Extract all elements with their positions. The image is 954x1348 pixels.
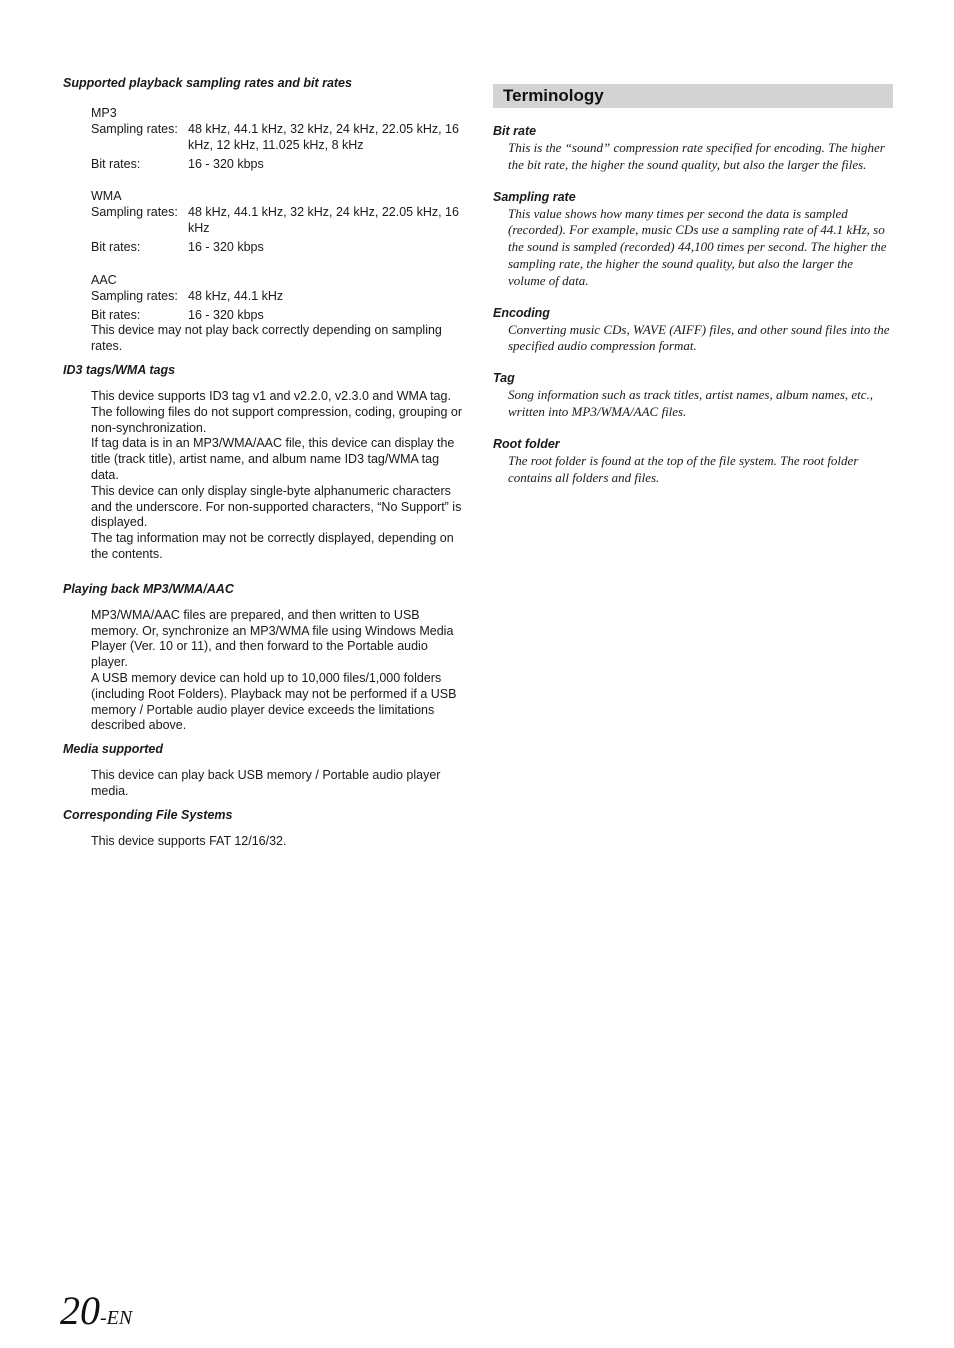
- term-bit-rate: [493, 124, 893, 174]
- bit-rate-value: 16 - 320 kbps: [188, 239, 264, 254]
- term-encoding: [493, 306, 893, 356]
- paragraph: This device supports FAT 12/16/32.: [91, 833, 287, 848]
- term-definition: This value shows how many times per second the data is sampled (recorded). For example, music CDs use a sampling rate of 44.1 kHz, so the sound is sampled (recorded) 44,100 times per second. The higher the sampling rate, the higher the sound quality, but also the larger the volume of data.: [508, 205, 887, 288]
- term-definition: This is the “sound” compression rate specified for encoding. The higher the bit rate, the higher the sound quality, but also the larger the files.: [508, 140, 885, 172]
- codec-mp3: [91, 106, 463, 172]
- id3-body: [63, 389, 463, 563]
- term-title: Encoding: [493, 305, 550, 320]
- sampling-heading: Supported playback sampling rates and bit rates: [63, 76, 352, 90]
- codec-name: WMA: [91, 189, 122, 204]
- codec-aac: [91, 273, 463, 324]
- paragraph: The tag information may not be correctly displayed, depending on the contents.: [91, 531, 454, 561]
- sampling-rate-value: 48 kHz, 44.1 kHz, 32 kHz, 24 kHz, 22.05 kHz, 16 kHz: [188, 205, 459, 236]
- media-body: [63, 768, 463, 800]
- sampling-rate-row: [91, 122, 463, 154]
- codec-wma: [91, 189, 463, 255]
- bit-rate-row: [91, 240, 463, 256]
- term-root-folder: [493, 437, 893, 487]
- playing-heading: Playing back MP3/WMA/AAC: [63, 581, 234, 596]
- bit-rate-row: [91, 308, 463, 324]
- paragraph: This device can only display single-byte alphanumeric characters and the underscore. For non-supported characters, “No Support” is displayed.: [91, 483, 462, 530]
- paragraph: This device supports ID3 tag v1 and v2.2.0, v2.3.0 and WMA tag. The following files do not support compression, coding, grouping or non-synchronization.: [91, 388, 463, 435]
- codec-name: MP3: [91, 106, 117, 120]
- term-definition: Song information such as track titles, artist names, album names, etc., written into MP3/WMA/AAC files.: [508, 387, 874, 419]
- bit-rate-label: Bit rates:: [91, 307, 141, 322]
- sampling-body: [63, 106, 463, 355]
- terminology-column: [493, 84, 893, 486]
- bit-rate-row: [91, 157, 463, 173]
- sampling-rate-row: [91, 289, 463, 305]
- codec-name: AAC: [91, 272, 117, 287]
- bit-rate-label: Bit rates:: [91, 156, 141, 171]
- paragraph: MP3/WMA/AAC files are prepared, and then written to USB memory. Or, synchronize an MP3/WMA file using Windows Media Player (Ver. 10 or 11), and then forward to the Portable audio player.: [91, 607, 454, 670]
- filesystems-heading: Corresponding File Systems: [63, 807, 233, 822]
- sampling-rate-row: [91, 205, 463, 237]
- term-definition: Converting music CDs, WAVE (AIFF) files, and other sound files into the specified audio compression format.: [508, 321, 890, 354]
- filesystems-body: [63, 834, 463, 850]
- paragraph: A USB memory device can hold up to 10,000 files/1,000 folders (including Root Folders). Playback may not be performed if a USB memory / Portable audio player device exceeds the limitations described above.: [91, 670, 457, 733]
- page-number: [60, 1288, 132, 1334]
- left-column: [63, 76, 463, 850]
- terminology-heading: Terminology: [493, 84, 893, 108]
- bit-rate-value: 16 - 320 kbps: [188, 156, 264, 171]
- sampling-note: This device may not play back correctly depending on sampling rates.: [91, 323, 442, 354]
- term-definition: The root folder is found at the top of the file system. The root folder contains all folders and files.: [508, 452, 859, 485]
- bit-rate-label: Bit rates:: [91, 239, 141, 254]
- page-number-value: 20: [60, 1288, 100, 1333]
- bit-rate-value: 16 - 320 kbps: [188, 307, 264, 322]
- sampling-rate-label: Sampling rates:: [91, 288, 178, 303]
- sampling-rate-value: 48 kHz, 44.1 kHz: [188, 288, 284, 303]
- term-tag: [493, 371, 893, 421]
- term-title: Root folder: [493, 436, 560, 451]
- page-language-suffix: -EN: [100, 1307, 133, 1329]
- sampling-rate-label: Sampling rates:: [91, 205, 178, 220]
- playing-body: [63, 608, 463, 734]
- paragraph: This device can play back USB memory / Portable audio player media.: [91, 768, 441, 798]
- media-heading: Media supported: [63, 742, 164, 757]
- paragraph: If tag data is in an MP3/WMA/AAC file, this device can display the title (track title), artist name, and album name ID3 tag/WMA tag data.: [91, 436, 455, 482]
- sampling-rate-value: 48 kHz, 44.1 kHz, 32 kHz, 24 kHz, 22.05 kHz, 16 kHz, 12 kHz, 11.025 kHz, 8 kHz: [188, 122, 459, 152]
- term-title: Sampling rate: [493, 189, 576, 204]
- sampling-rate-label: Sampling rates:: [91, 122, 178, 136]
- id3-heading: ID3 tags/WMA tags: [63, 362, 176, 377]
- term-sampling-rate: [493, 190, 893, 290]
- term-title: Bit rate: [493, 124, 537, 138]
- term-title: Tag: [493, 371, 515, 386]
